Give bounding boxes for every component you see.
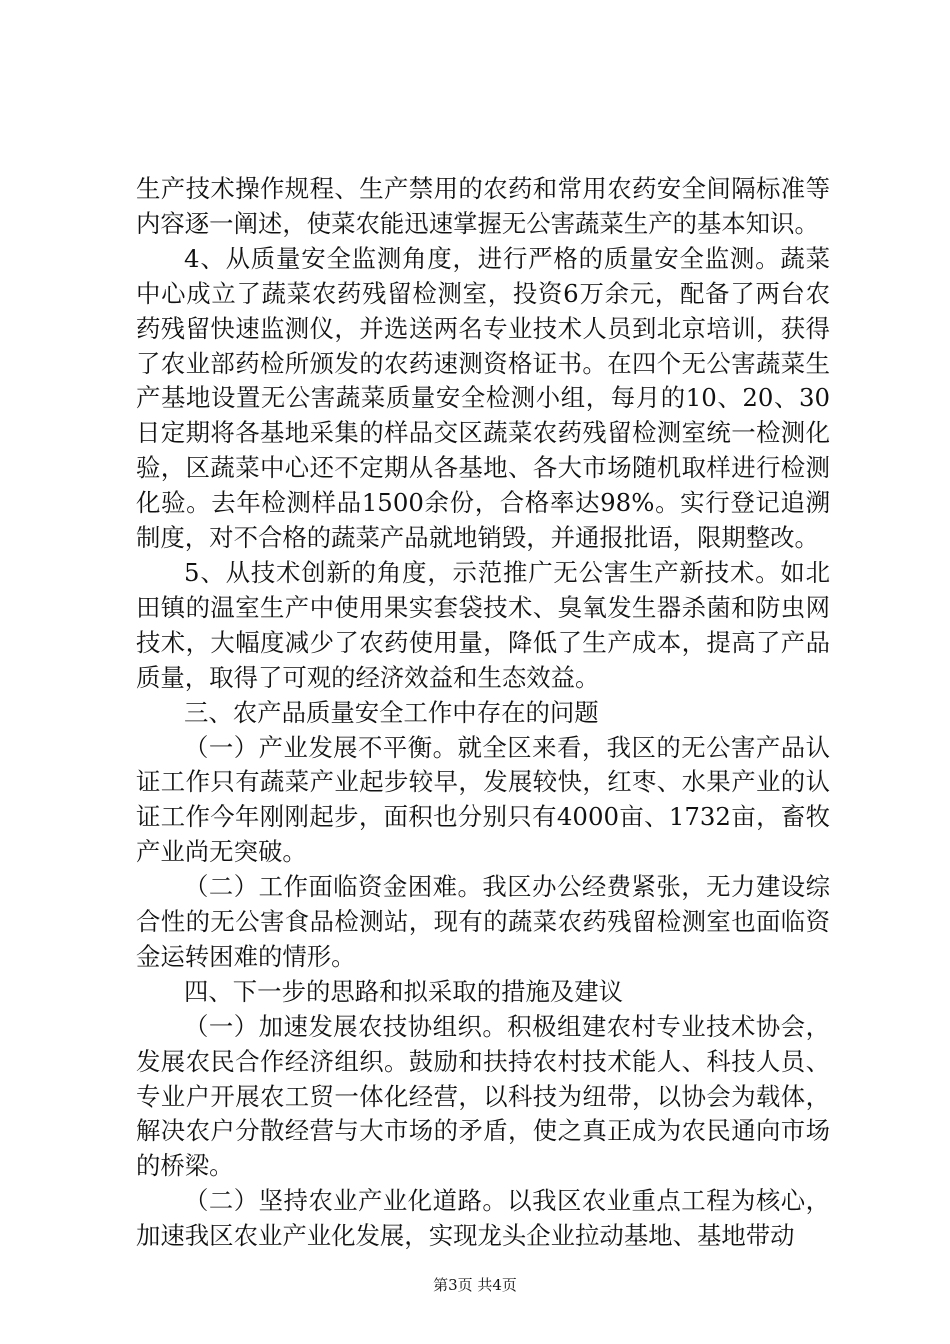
page-footer: 第3页 共4页 [433, 1276, 517, 1294]
document-body [136, 172, 830, 1254]
paragraph-continuation: 生产技术操作规程、生产禁用的农药和常用农药安全间隔标准等内容逐一阐述，使菜农能迅速掌握无公害蔬菜生产的基本知识。 [136, 174, 830, 238]
paragraph-measure-2: （二）坚持农业产业化道路。以我区农业重点工程为核心，加速我区农业产业化发展，实现龙头企业拉动基地、基地带动 [136, 1186, 830, 1251]
paragraph-item-5: 5、从技术创新的角度，示范推广无公害生产新技术。如北田镇的温室生产中使用果实套袋技术、臭氧发生器杀菌和防虫网技术，大幅度减少了农药使用量，降低了生产成本，提高了产品质量，取得了可观的经济效益和生态效益。 [136, 557, 830, 692]
section-heading-4: 四、下一步的思路和拟采取的措施及建议 [184, 976, 624, 1006]
paragraph-issue-1: （一）产业发展不平衡。就全区来看，我区的无公害产品认证工作只有蔬菜产业起步较早，发展较快，红枣、水果产业的认证工作今年刚刚起步，面积也分别只有4000亩、1732亩，畜牧产业尚无突破。 [136, 732, 830, 867]
paragraph-item-4: 4、从质量安全监测角度，进行严格的质量安全监测。蔬菜中心成立了蔬菜农药残留检测室，投资6万余元，配备了两台农药残留快速监测仪，并选送两名专业技术人员到北京培训，获得了农业部药检所颁发的农药速测资格证书。在四个无公害蔬菜生产基地设置无公害蔬菜质量安全检测小组，每月的10、20、30日定期将各基地采集的样品交区蔬菜农药残留检测室统一检测化验，区蔬菜中心还不定期从各基地、各大市场随机取样进行检测化验。去年检测样品1500余份，合格率达98%。实行登记追溯制度，对不合格的蔬菜产品就地销毁，并通报批语，限期整改。 [136, 243, 830, 553]
section-heading-3: 三、农产品质量安全工作中存在的问题 [184, 697, 599, 727]
paragraph-issue-2: （二）工作面临资金困难。我区办公经费紧张，无力建设综合性的无公害食品检测站，现有的蔬菜农药残留检测室也面临资金运转困难的情形。 [136, 872, 830, 971]
paragraph-measure-1: （一）加速发展农技协组织。积极组建农村专业技术协会，发展农民合作经济组织。鼓励和扶持农村技术能人、科技人员、专业户开展农工贸一体化经营，以科技为纽带，以协会为载体，解决农户分散经营与大市场的矛盾，使之真正成为农民通向市场的桥梁。 [136, 1011, 830, 1181]
